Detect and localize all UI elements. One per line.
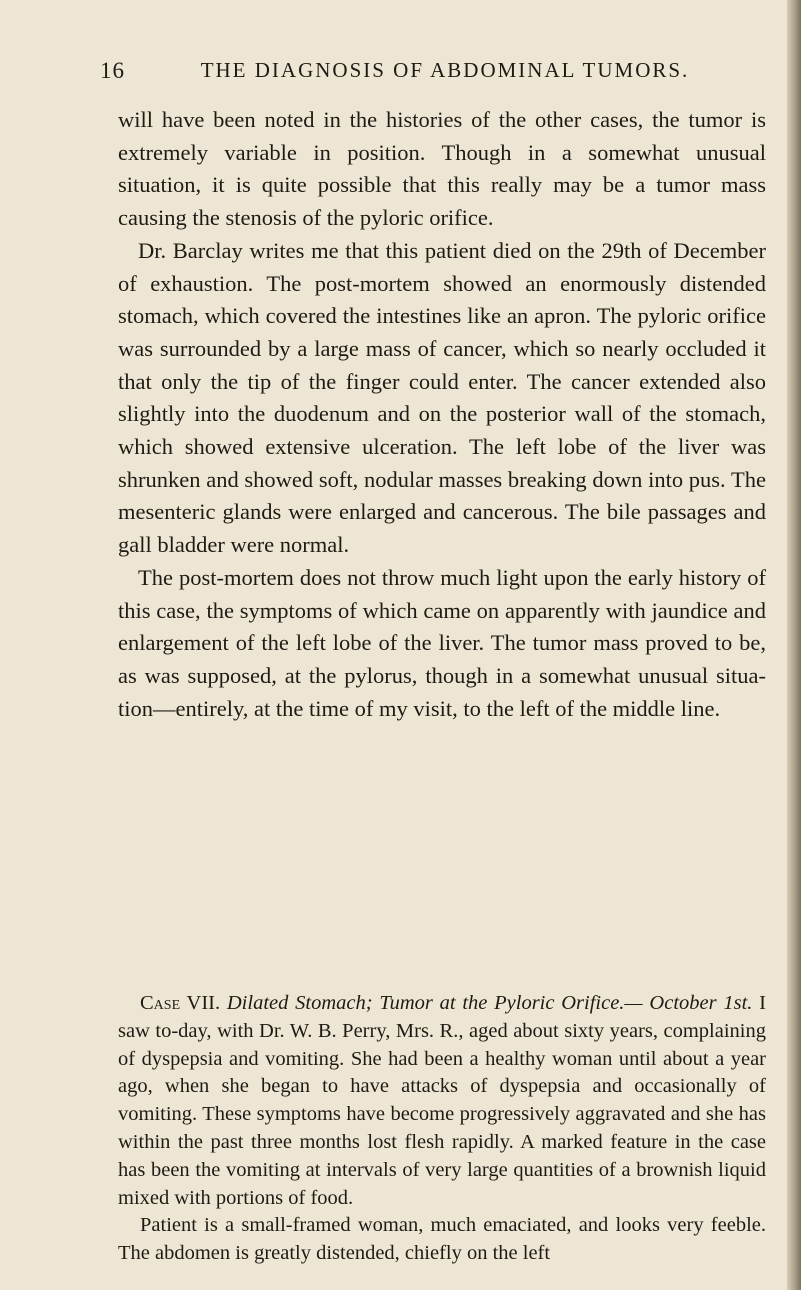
paragraph-post-mortem: Dr. Barclay writes me that this patient died on the 29th of December of exhaustion. The post-mortem showed an enormously distended stomach, which covered the intestines like an apron. The pyloric orifice was surrounded by a large mass of cancer, which so nearly occluded it that only the tip of the finger could enter. The cancer extended also slightly into the duodenum and on the posterior wall of the stomach, which showed extensive ulceration. The left lobe of the liver was shrunken and showed soft, nodular masses breaking down into pus. The mesenteric glands were enlarged and cancerous. The bile passages and gall bladder were normal. [118,237,766,558]
case-heading: Case VII. [140,992,221,1014]
page-header [100,58,760,90]
paragraph-continuation: will have been noted in the histories of the other cases, the tumor is extremely variable in position. Though in a somewhat unusual situation, it is quite possible that this really may be a tumor mass causing the stenosis of the pyloric orifice. [118,107,766,231]
case-text: I saw to-day, with Dr. W. B. Perry, Mrs. R., aged about sixty years, complaining of dyspepsia and vomiting. She had been a healthy woman until about a year ago, when she began to have attacks of dyspepsia and occasionally of vomiting. These symptoms have become progressively aggravated and she has within the past three months lost flesh rapidly. A marked feature in the case has been the vomiting at intervals of very large quantities of a brownish liquid mixed with portions of food. [118,992,766,1209]
running-head: THE DIAGNOSIS OF ABDOMINAL TUMORS. [200,58,690,82]
case-title: Dilated Stomach; Tumor at the Pyloric Orifice.— October 1st. [226,992,753,1014]
page-edge [787,0,801,1290]
paragraph-discussion: The post-mortem does not throw much light upon the early history of this case, the symptoms of which came on apparently with jaundice and enlargement of the left lobe of the liver. The tumor mass proved to be, as was supposed, at the pylorus, though in a somewhat unusual situation—entirely, at the time of my visit, to the left of the middle line. [118,564,766,721]
main-text [118,104,766,725]
case-paragraph [118,990,766,1212]
case-continuation: Patient is a small-framed woman, much emaciated, and looks very feeble. The abdomen is greatly distended, chiefly on the left [118,1214,766,1265]
case-section [118,990,766,1268]
page-number: 16 [100,58,125,83]
